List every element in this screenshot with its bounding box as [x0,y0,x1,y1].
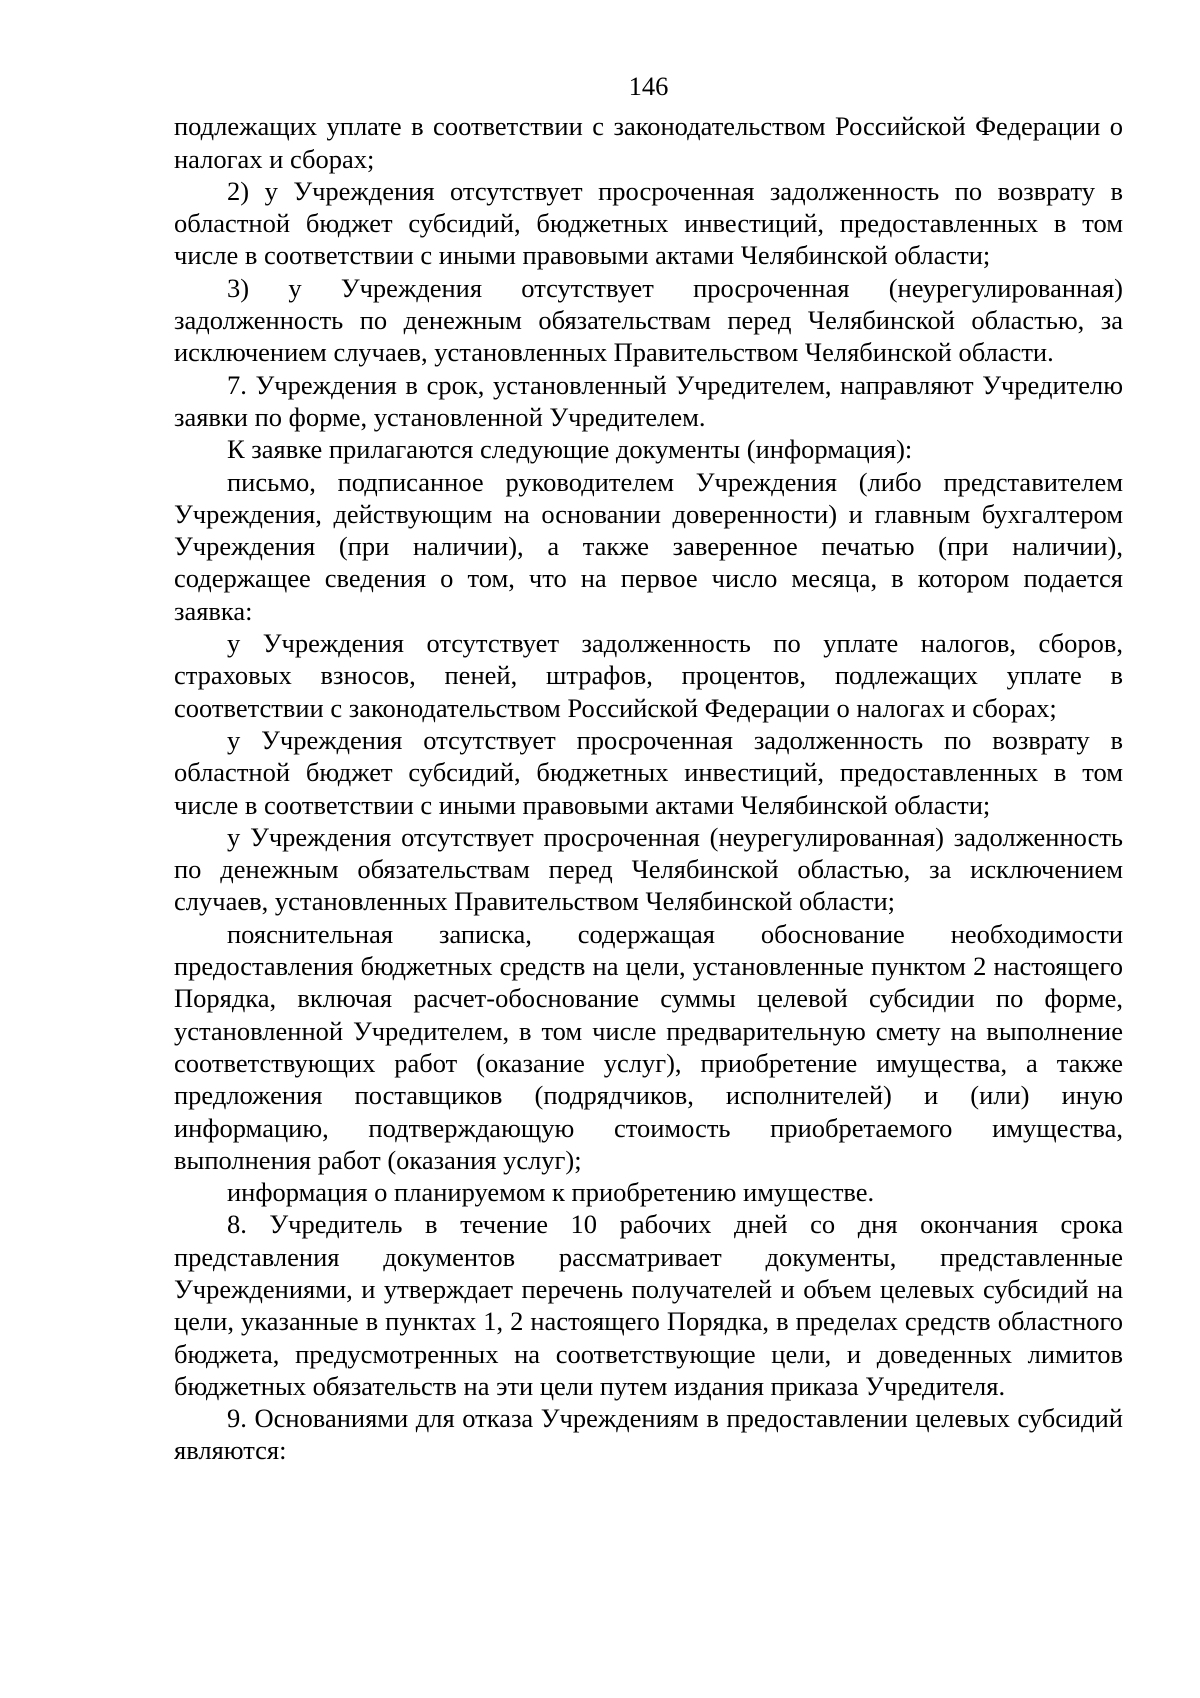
paragraph-attachments-intro: К заявке прилагаются следующие документы (информация): [227,434,913,465]
paragraph-letter: письмо, подписанное руководителем Учреждения (либо представителем Учреждения, действующим на основании доверенности) и главным бухгалтером Учреждения (при наличии), а также заверенное печатью (при наличии), содержащее сведения о том, что на первое число месяца, в котором подается заявка: [174,466,1123,626]
page-number: 146 [628,71,669,101]
paragraph-continuation: подлежащих уплате в соответствии с законодательством Российской Федерации о налогах и сборах; [174,111,1123,174]
paragraph-explanatory-note: пояснительная записка, содержащая обоснование необходимости предоставления бюджетных средств на цели, установленные пунктом 2 настоящего Порядка, включая расчет-обоснование суммы целевой субсидии по форме, установленной Учредителем, в том числе предварительную смету на выполнение соответствующих работ (оказание услуг), приобретение имущества, а также предложения поставщиков (подрядчиков, исполнителей) и (или) иную информацию, подтверждающую стоимость приобретаемого имущества, выполнения работ (оказания услуг); [174,918,1123,1175]
paragraph-section-8: 8. Учредитель в течение 10 рабочих дней со дня окончания срока представления документов рассматривает документы, представленные Учреждениями, и утверждает перечень получателей и объем целевых субсидий на цели, указанные в пунктах 1, 2 настоящего Порядка, в пределах средств областного бюджета, предусмотренных на соответствующие цели, и доведенных лимитов бюджетных обязательств на эти цели путем издания приказа Учредителя. [174,1209,1123,1401]
paragraph-item-2: 2) у Учреждения отсутствует просроченная задолженность по возврату в областной бюджет субсидий, бюджетных инвестиций, предоставленных в том числе в соответствии с иными правовыми актами Челябинской области; [174,175,1123,271]
paragraph-no-tax-debt: у Учреждения отсутствует задолженность по уплате налогов, сборов, страховых взносов, пеней, штрафов, процентов, подлежащих уплате в соответствии с законодательством Российской Федерации о налогах и сборах; [174,628,1123,723]
paragraph-property-info: информация о планируемом к приобретению имуществе. [227,1177,875,1208]
paragraph-section-9: 9. Основаниями для отказа Учреждениям в предоставлении целевых субсидий являются: [174,1403,1123,1466]
paragraph-no-overdue-debt: у Учреждения отсутствует просроченная задолженность по возврату в областной бюджет субсидий, бюджетных инвестиций, предоставленных в том числе в соответствии с иными правовыми актами Челябинской области; [174,724,1123,820]
document-body [174,110,1123,1466]
paragraph-section-7: 7. Учреждения в срок, установленный Учредителем, направляют Учредителю заявки по форме, установленной Учредителем. [174,369,1123,432]
paragraph-item-3: 3) у Учреждения отсутствует просроченная (неурегулированная) задолженность по денежным обязательствам перед Челябинской областью, за исключением случаев, установленных Правительством Челябинской области. [174,272,1123,368]
paragraph-no-unsettled-debt: у Учреждения отсутствует просроченная (неурегулированная) задолженность по денежным обязательствам перед Челябинской областью, за исключением случаев, установленных Правительством Челябинской области; [174,821,1123,917]
